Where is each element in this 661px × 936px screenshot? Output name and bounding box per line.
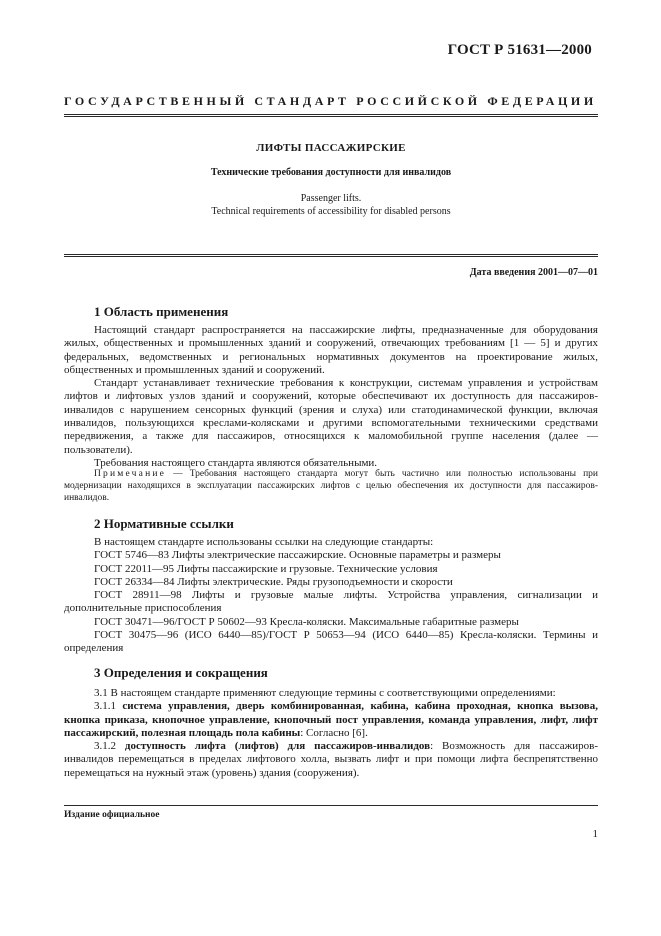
reference-item: ГОСТ 30471—96/ГОСТ Р 50602—93 Кресла-коляски. Максимальные габаритные размеры [94,615,519,628]
note-text: — Требования настоящего стандарта могут быть частично или полностью использованы при модернизации находящихся в эксплуатации пассажирских лифтов с целью обеспечения их доступности для пассажиров-инвалидов. [64,469,598,503]
introduction-date: Дата введения 2001—07—01 [469,267,598,278]
document-title: ЛИФТЫ ПАССАЖИРСКИЕ [256,142,406,154]
paragraph: В настоящем стандарте использованы ссылки на следующие стандарты: [94,536,434,548]
section-2-heading: 2 Нормативные ссылки [94,516,234,531]
header-rule-double [64,116,598,117]
section-2-body [64,536,598,656]
state-standard-header: ГОСУДАРСТВЕННЫЙ СТАНДАРТ РОССИЙСКОЙ ФЕДЕРАЦИИ [64,94,597,108]
definition-3-1-2 [64,740,598,780]
definition-text: : Согласно [6]. [300,726,368,739]
title-rule-double [64,256,598,257]
note-label: Примечание [94,469,167,479]
english-title-line1: Passenger lifts. [300,193,362,204]
header-rule [64,114,598,115]
page-number: 1 [592,828,598,840]
reference-item: ГОСТ 30475—96 (ИСО 6440—85)/ГОСТ Р 50653—94 (ИСО 6440—85) Кресла-коляски. Термины и определения [64,629,598,655]
paragraph: Требования настоящего стандарта являются обязательными. [94,456,378,469]
paragraph: 3.1 В настоящем стандарте применяют следующие термины с соответствующими определениями: [94,687,556,699]
definition-text: : Возможность для пассажиров-инвалидов перемещаться в пределах лифтового холла, вызвать лифт и при помощи лифта беспрепятственно перемещаться на нужный этаж (уровень) здания (сооружения). [64,740,599,779]
section-1-body [64,324,598,470]
defined-terms: система управления, дверь комбинированная, кабина, кабина проходная, кнопка вызова, кнопка приказа, кнопочное управление, кнопочный пост управления, команда управления, лифт, лифт пассажирский, полезная площадь пола кабины [64,700,598,739]
section-3-body [64,687,598,780]
gost-number: ГОСТ Р 51631—2000 [447,42,592,58]
footer-rule [64,805,598,806]
reference-item: ГОСТ 22011—95 Лифты пассажирские и грузовые. Технические условия [94,562,438,575]
clause-number: 3.1.2 [94,740,125,753]
official-edition-label: Издание официальное [64,810,160,820]
english-title-line2: Technical requirements of accessibility for disabled persons [211,206,451,217]
title-rule [64,254,598,255]
defined-term: доступность лифта (лифтов) для пассажиров-инвалидов [124,740,431,753]
paragraph: Стандарт устанавливает технические требования к конструкции, системам управления и устройствам лифтов и лифтовых узлов зданий и сооружений, которые обеспечивают их доступность для пассажиров-инвалидов с нарушением сенсорных функций (зрения и слуха) или статодинамической функции, включая инвалидов, пользующихся креслами-колясками и другими вспомогательными техническими средствами передвижения, а также для пассажиров, относящихся к маломобильной группе населения (далее — пользователи). [64,377,598,456]
reference-item: ГОСТ 26334—84 Лифты электрические. Ряды грузоподъемности и скорости [94,575,453,588]
note-block [64,468,598,504]
paragraph: Настоящий стандарт распространяется на пассажирские лифты, предназначенные для оборудования жилых, общественных и промышленных зданий и сооружений, отвечающих требованиям [1 — 5] и других федеральных, ведомственных и региональных нормативных документов на проектирование жилых, общественных и промышленных зданий и сооружений. [64,324,598,376]
document-subtitle: Технические требования доступности для инвалидов [210,167,452,178]
reference-item: ГОСТ 5746—83 Лифты электрические пассажирские. Основные параметры и размеры [94,549,501,562]
section-3-heading: 3 Определения и сокращения [94,665,268,680]
reference-item: ГОСТ 28911—98 Лифты и грузовые малые лифты. Устройства управления, сигнализации и дополнительные приспособления [64,589,598,615]
definition-3-1-1 [64,700,598,740]
section-1-heading: 1 Область применения [94,304,229,319]
clause-number: 3.1.1 [94,700,123,713]
